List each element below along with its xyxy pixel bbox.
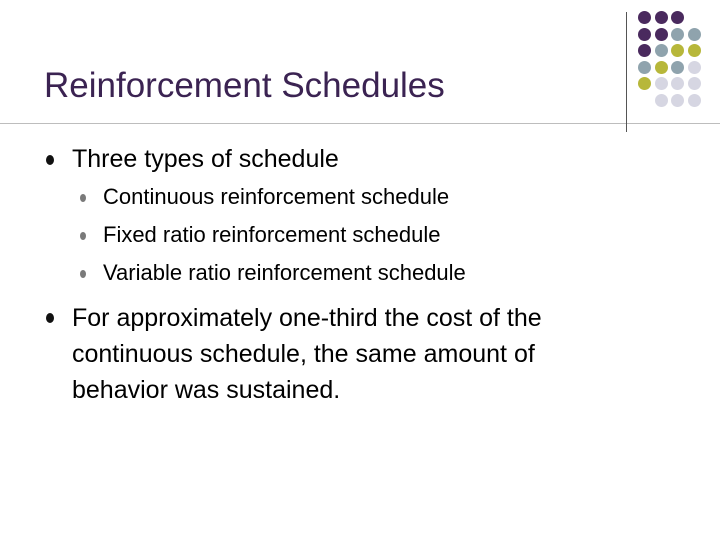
decorative-dot bbox=[671, 77, 684, 90]
decorative-dot bbox=[688, 94, 701, 107]
sub-bullet-icon bbox=[80, 194, 86, 202]
decorative-dot bbox=[688, 61, 701, 74]
bullet-text: Three types of schedule bbox=[72, 145, 339, 173]
sub-bullet-text: Continuous reinforcement schedule bbox=[103, 184, 450, 209]
decorative-dot bbox=[638, 44, 651, 57]
decorative-dot bbox=[638, 11, 651, 24]
decorative-dot bbox=[655, 28, 668, 41]
decorative-dot bbox=[655, 77, 668, 90]
decorative-dot bbox=[638, 61, 651, 74]
slide-title: Reinforcement Schedules bbox=[44, 66, 445, 105]
decorative-dot bbox=[688, 77, 701, 90]
sub-bullet-item bbox=[80, 184, 449, 210]
decorative-dot bbox=[655, 94, 668, 107]
bullet-item bbox=[46, 144, 339, 174]
bullet-icon bbox=[46, 155, 54, 165]
decorative-dot-grid bbox=[638, 11, 720, 137]
bullet-icon bbox=[46, 313, 54, 323]
sub-bullet-item bbox=[80, 222, 441, 248]
decorative-dot bbox=[655, 11, 668, 24]
decorative-dot bbox=[671, 61, 684, 74]
decorative-dot bbox=[638, 28, 651, 41]
decorative-dot bbox=[655, 44, 668, 57]
sub-bullet-text: Variable ratio reinforcement schedule bbox=[103, 260, 466, 285]
sub-bullet-icon bbox=[80, 232, 86, 240]
title-divider bbox=[0, 123, 720, 124]
bullet-item bbox=[46, 300, 542, 408]
decorative-dot bbox=[688, 44, 701, 57]
sub-bullet-text: Fixed ratio reinforcement schedule bbox=[103, 222, 441, 247]
decorative-dot bbox=[671, 94, 684, 107]
sub-bullet-item bbox=[80, 260, 466, 286]
decorative-dot bbox=[655, 61, 668, 74]
decorative-dot bbox=[671, 11, 684, 24]
decorative-dot bbox=[688, 28, 701, 41]
sub-bullet-icon bbox=[80, 270, 86, 278]
decorative-dot bbox=[638, 77, 651, 90]
decorative-dot bbox=[671, 28, 684, 41]
decorative-dot bbox=[671, 44, 684, 57]
bullet-text: For approximately one-third the cost of the continuous schedule, the same amount of behavior was sustained. bbox=[72, 304, 542, 404]
decorative-vertical-line bbox=[626, 12, 627, 132]
